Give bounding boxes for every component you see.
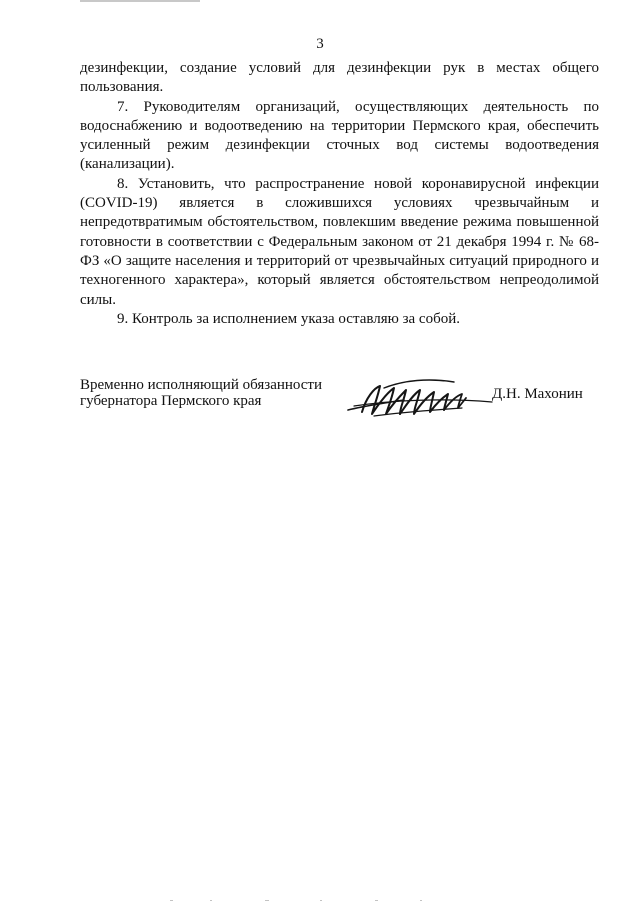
signatory-position bbox=[80, 377, 350, 409]
scan-edge-mark bbox=[80, 0, 200, 2]
signatory-position-line-2: губернатора Пермского края bbox=[80, 393, 262, 409]
paragraph-item-7: 7. Руководителям организаций, осуществляющих деятельность по водоснабжению и водоотведению на территории Пермского края, обеспечить усиленный режим дезинфекции сточных вод системы водоотведения (канализации). bbox=[80, 98, 599, 173]
paragraph-item-8: 8. Установить, что распространение новой коронавирусной инфекции (COVID-19) является в сложившихся условиях чрезвычайным и непредотвратимым обстоятельством, повлекшим введение режима повышенной готовности в соответствии с Федеральным законом от 21 декабря 1994 г. № 68-ФЗ «О защите населения и территорий от чрезвычайных ситуаций природного и техногенного характера», который является обстоятельством непреодолимой силы. bbox=[80, 175, 599, 308]
handwritten-signature bbox=[344, 376, 494, 422]
document-body bbox=[80, 59, 599, 329]
signatory-position-line-1: Временно исполняющий обязанности bbox=[80, 377, 323, 393]
page-number: 3 bbox=[316, 36, 324, 52]
signatory-name: Д.Н. Махонин bbox=[492, 386, 583, 402]
paragraph-continuation: дезинфекции, создание условий для дезинфекции рук в местах общего пользования. bbox=[80, 60, 599, 96]
paragraph-item-9: 9. Контроль за исполнением указа оставляю за собой. bbox=[117, 310, 460, 327]
scan-artifact bbox=[170, 899, 430, 902]
